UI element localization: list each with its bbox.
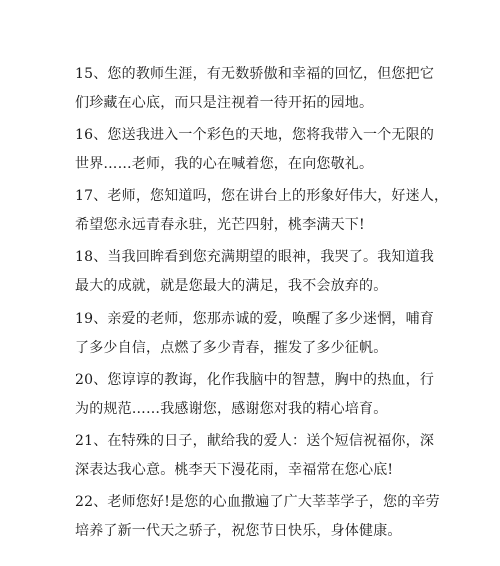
paragraph-line: 希望您永远青春永驻，光芒四射，桃李满天下! [75,217,365,233]
paragraph-15 [75,60,435,118]
paragraph-line: 最大的成就，就是您最大的满足，我不会放弃的。 [75,278,388,294]
paragraph-line: 19、亲爱的老师，您那赤诚的爱，唤醒了多少迷惘，哺育 [75,311,435,327]
paragraph-21 [75,427,435,485]
paragraph-22 [75,488,440,546]
paragraph-line: 20、您谆谆的教诲，化作我脑中的智慧，胸中的热血，行 [75,372,435,388]
paragraph-line: 17、老师，您知道吗，您在讲台上的形象好伟大，好迷人， [75,188,449,204]
paragraph-17 [75,182,449,240]
paragraph-line: 深表达我心意。桃李天下漫花雨，幸福常在您心底! [75,462,394,478]
paragraph-20 [75,366,435,424]
paragraph-line: 21、在特殊的日子，献给我的爱人：送个短信祝福你，深 [75,433,435,449]
paragraph-line: 为的规范……我感谢您，感谢您对我的精心培育。 [75,401,388,417]
paragraph-line: 16、您送我进入一个彩色的天地，您将我带入一个无限的 [75,127,435,143]
paragraph-line: 世界……老师，我的心在喊着您，在向您敬礼。 [75,156,374,172]
paragraph-line: 了多少自信，点燃了多少青春，摧发了多少征帆。 [75,340,388,356]
paragraph-line: 18、当我回眸看到您充满期望的眼神，我哭了。我知道我 [75,249,435,265]
paragraph-18 [75,243,435,301]
paragraph-19 [75,305,435,363]
paragraph-line: 培养了新一代天之骄子，祝您节日快乐，身体健康。 [75,523,402,539]
paragraph-line: 15、您的教师生涯，有无数骄傲和幸福的回忆，但您把它 [75,66,435,82]
paragraph-line: 22、老师您好!是您的心血撒遍了广大莘莘学子，您的辛劳 [75,494,440,510]
paragraph-16 [75,121,435,179]
paragraph-line: 们珍藏在心底，而只是注视着一待开拓的园地。 [75,95,374,111]
